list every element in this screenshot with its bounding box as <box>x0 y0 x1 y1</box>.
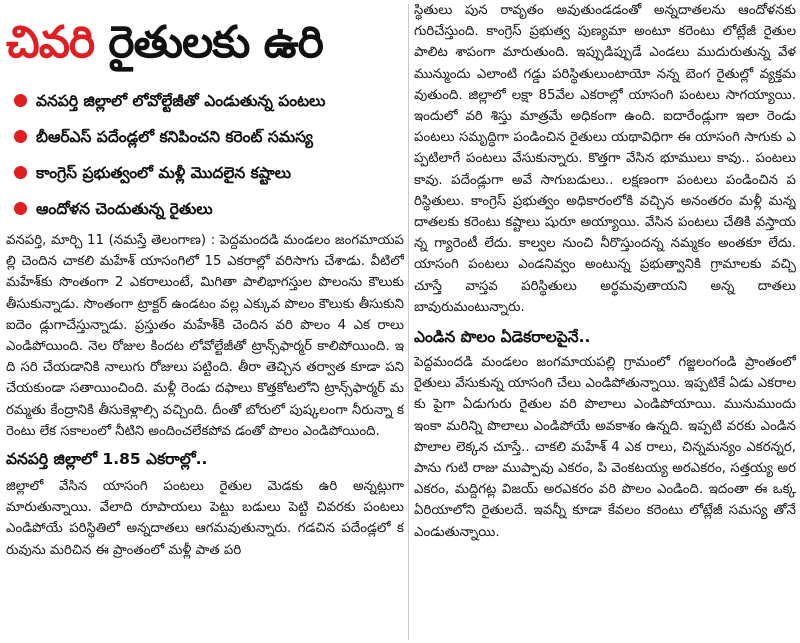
highlight-bullets <box>6 86 404 224</box>
subheading-district-acres: వనపర్తి జిల్లాలో 1.85 ఎకరాల్లో.. <box>6 450 208 469</box>
subheading-dried-fields: ఎండిన పొలం ఏడెకరాలపైనే.. <box>414 328 591 347</box>
headline <box>6 6 404 80</box>
body-paragraph-continued: స్థితులు పున రావృతం అవుతుండడంతో అన్నదాతలను ఆందోళనకు గురిచేస్తుంది. కాంగ్రెస్ ప్రభుత్వ పుణ్యమా అంటూ కరెంటు లోట్లేజీ రైతుల పాలిట శాపంగా మారుతుంది. ఇప్పుడిప్పుడే ఎండలు ముదురుతున్న వేళ మున్ముందు ఎలాంటి గడ్డు పరిస్థితులుంటాయో నన్న బెంగ రైతుల్లో వ్యక్తమవుతుంది. జిల్లాలో లక్షా 85వేల ఎకరాల్లో యాసంగి పంటలు సాగయ్యాయి. ఇందులో వరి శిస్తు మాత్రమే అధికంగా ఉంది. ఐదారేండ్లుగా ఇలా రెండు పంటలు సమృద్ధిగా పండించిన రైతులు యథావిధిగా ఈ యాసంగి సాగుకు ఎప్పటిలాగే పంటలు వేసుకున్నారు. కొత్తగా వేసిన భూములు కావు.. పంటలు కావు. పదేండ్లుగా అవే సాగుబడులు.. లక్షణంగా పంటలు పండించిన పరిస్థితులు. కాంగ్రెస్ ప్రభుత్వం అధికారంలోకి వచ్చిన అనంతరం మళ్లీ మన్న దాతలకు కరెంటు కష్టాలు షురూ అయ్యాయి. వేసిన పంటలు చేతికి వస్తాయన్న గ్యారెంటీ లేదు. కాల్వల నుంచి నీరొస్తుందన్న నమ్మకం అంతకూ లేదు. యాసంగి పంటలు ఎండనివ్వం అంటున్న ప్రభుత్వానికి గ్రామాలకు వచ్చి చూస్తే వాస్తవ పరిస్థితులు అర్థమవుతాయని అన్న దాతలు బావురుమంటున్నారు. <box>414 3 796 315</box>
red-bullet-icon <box>14 202 27 215</box>
headline-accent-word: చివరి <box>6 17 95 68</box>
right-column <box>414 0 796 643</box>
bullet-item <box>6 122 404 152</box>
column-divider <box>408 4 409 640</box>
red-bullet-icon <box>14 94 27 107</box>
bullet-item <box>6 158 404 188</box>
bullet-text: కాంగ్రెస్ ప్రభుత్వంలో మళ్లీ మొదలైన కష్టాలు <box>36 164 292 182</box>
red-bullet-icon <box>14 130 27 143</box>
bullet-text: బీఆర్ఎస్ పదేండ్లలో కనిపించని కరెంట్ సమస్య <box>36 128 313 146</box>
left-column <box>6 0 404 643</box>
body-paragraph: జిల్లాలో వేసిన యాసంగి పంటలు రైతుల మెడకు ఉరి అన్నట్లుగా మారుతున్నాయి. వేలాది రూపాయలు పెట్టు బడులు పెట్టి చివరకు పంటలు ఎండిపోయే పరిస్థితిలో అన్నదాతలు ఆగమవుతున్నారు. గడచిన పదేండ్లలో కరువును మరిచిన ఈ ప్రాంతంలో మళ్లీ పాత పరి <box>6 479 404 558</box>
body-paragraph: పెద్దమందడి మండలం జంగమాయపల్లి గ్రామంలో గజ్జలంగండి ప్రాంతంలో రైతులు వేసుకున్న యాసంగి చేలు ఎండిపోతున్నాయి. ఇప్పటికే ఏడు ఎకరాలకు పైగా ఏడుగురు రైతుల వరి పొలాలు ఎండిపోయాయి. మునుముందు ఇంకా మరిన్ని పొలాలు ఎండిపోయే అవకాశం ఉన్నది. ఇప్పటి వరకు ఎండిన పొలాల లెక్కన చూస్తే.. చాకలి మహేశ్ 4 ఎక రాలు, చిన్నమన్యం ఎకరన్నర, పాను గుటి రాజు ముప్పావు ఎకరం, పి వెంకటయ్య అరఎకరం, సత్తయ్య అర ఎకరం, మద్దిగట్ల విజయ్ అరఎకరం వరి పొలం ఎండింది. ఇదంతా ఈ ఒక్క ఏరియాలోని రైతులదే. ఇవన్నీ కూడా కేవలం కరెంటు లోట్లేజీ సమస్య తోనే ఎండుతున్నాయి. <box>414 355 796 540</box>
red-bullet-icon <box>14 166 27 179</box>
bullet-item <box>6 86 404 116</box>
bullet-text: ఆందోళన చెందుతున్న రైతులు <box>36 200 213 218</box>
body-paragraph-dateline: వనపర్తి, మార్చి 11 (నమస్తే తెలంగాణ) : పెద్దమందడి మండలం జంగమాయపల్లి చెందిన చాకలి మహేశ్ యాసంగిలో 15 ఎకరాల్లో వరిసాగు చేశాడు. వీటిలో మహేశ్‌కు సొంతంగా 2 ఎకరాలుంటే, మిగితా పాలిభాగస్తుల పొలంను కౌలుకు తీసుకున్నాడు. సొంతంగా ట్రాక్టర్ ఉండటం వల్ల ఎక్కువ పొలం కౌలుకు తీసుకుని ఐదెం డ్లుగాచేస్తున్నాడు. ప్రస్తుతం మహేశ్‌కి చెందిన వరి పొలం 4 ఎక రాలు ఎండిపోయింది. నెల రోజుల కిందట లోవోల్టేజీతో ట్రాన్స్‌ఫార్మర్ కాలిపోయింది. ఇది సరి చేయడానికి నాలుగు రోజులు పట్టింది. తీరా తెచ్చిన తర్వాత కూడా పని చేయకుండా సతాయించింది. మళ్లీ రెండు దఫాలు కొత్తకోటలోని ట్రాన్స్‌ఫార్మర్ మరమ్మతు కేంద్రానికి తీసుకెళ్లాల్సి వచ్చింది. దీంతో బోరులో పుష్కలంగా నీరున్నా కరెంటు లేక సకాలంలో నీటిని అందించలేకపోవ డంతో పొలం ఎండిపోయింది. <box>6 233 404 439</box>
headline-rest: రైతులకు ఉరి <box>94 17 323 68</box>
bullet-text: వనపర్తి జిల్లాలో లోవోల్టేజీతో ఎండుతున్న పంటలు <box>36 92 326 110</box>
bullet-item <box>6 194 404 224</box>
